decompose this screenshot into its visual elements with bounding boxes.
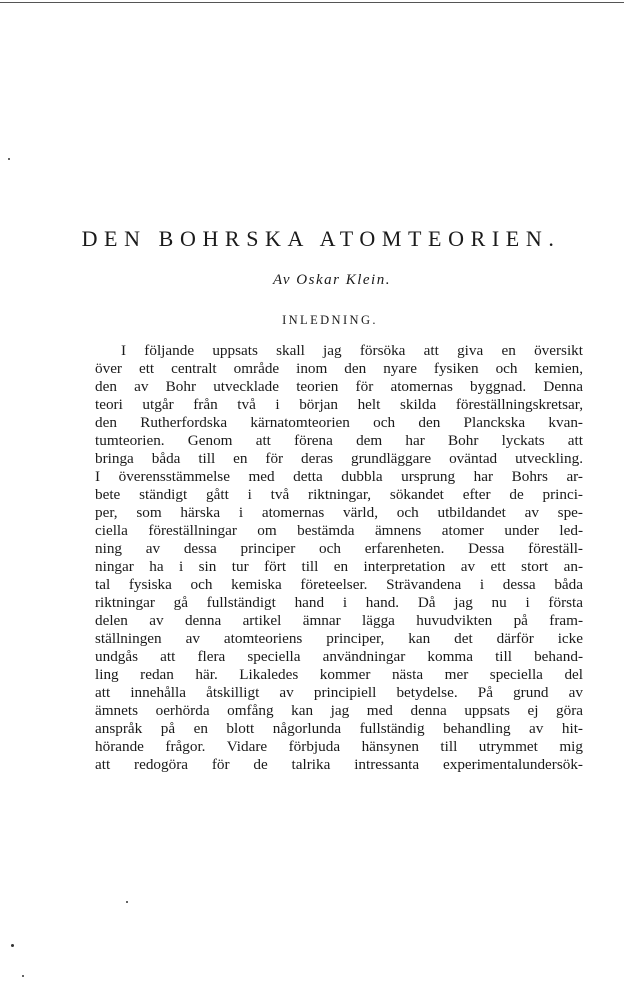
article-author: Av Oskar Klein. bbox=[273, 272, 391, 288]
text-line: den Rutherfordska kärnatomteorien och den Planckska kvan- bbox=[95, 414, 583, 431]
text-line: delen av denna artikel ämnar lägga huvudvikten på fram- bbox=[95, 612, 583, 629]
text-line: I följande uppsats skall jag försöka att giva en översikt bbox=[121, 342, 583, 359]
text-line: ämnets oerhörda omfång kan jag med denna uppsats ej göra bbox=[95, 702, 583, 719]
text-line: riktningar gå fullständigt hand i hand. Då jag nu i första bbox=[95, 594, 583, 611]
text-line: hörande frågor. Vidare förbjuda hänsynen till utrymmet mig bbox=[95, 738, 583, 755]
text-line: att redogöra för de talrika intressanta experimentalundersök- bbox=[95, 756, 583, 773]
text-line: undgås att flera speciella användningar komma till behand- bbox=[95, 648, 583, 665]
text-line: bete ständigt gått i två riktningar, sökandet efter de princi- bbox=[95, 486, 583, 503]
body-paragraph bbox=[95, 342, 583, 774]
text-line: teori utgår från två i början helt skilda föreställningskretsar, bbox=[95, 396, 583, 413]
article-title: DEN BOHRSKA ATOMTEORIEN. bbox=[81, 226, 561, 251]
text-line: bringa båda till en för deras grundläggare oväntad utveckling. bbox=[95, 450, 583, 467]
text-line: ling redan här. Likaledes kommer nästa mer speciella del bbox=[95, 666, 583, 683]
text-line: ning av dessa principer och erfarenheten. Dessa föreställ- bbox=[95, 540, 583, 557]
top-rule bbox=[0, 2, 624, 3]
text-line: ningar ha i sin tur fört till en interpretation av ett stort an- bbox=[95, 558, 583, 575]
text-line: ciella föreställningar om bestämda ämnens atomer under led- bbox=[95, 522, 583, 539]
text-line: per, som härska i atomernas värld, och utbildandet av spe- bbox=[95, 504, 583, 521]
text-line: ställningen av atomteoriens principer, kan det därför icke bbox=[95, 630, 583, 647]
scan-speck bbox=[126, 901, 128, 903]
text-line: tumteorien. Genom att förena dem har Bohr lyckats att bbox=[95, 432, 583, 449]
section-heading: INLEDNING. bbox=[282, 313, 378, 327]
scan-speck bbox=[22, 975, 24, 977]
scan-speck bbox=[8, 158, 10, 160]
text-line: över ett centralt område inom den nyare fysiken och kemien, bbox=[95, 360, 583, 377]
text-line: tal fysiska och kemiska företeelser. Strävandena i dessa båda bbox=[95, 576, 583, 593]
text-line: anspråk på en blott någorlunda fullständig behandling av hit- bbox=[95, 720, 583, 737]
text-line: den av Bohr utvecklade teorien för atomernas byggnad. Denna bbox=[95, 378, 583, 395]
scan-speck bbox=[11, 944, 14, 947]
text-line: att innehålla åtskilligt av principiell betydelse. På grund av bbox=[95, 684, 583, 701]
text-line: I överensstämmelse med detta dubbla ursprung har Bohrs ar- bbox=[95, 468, 583, 485]
